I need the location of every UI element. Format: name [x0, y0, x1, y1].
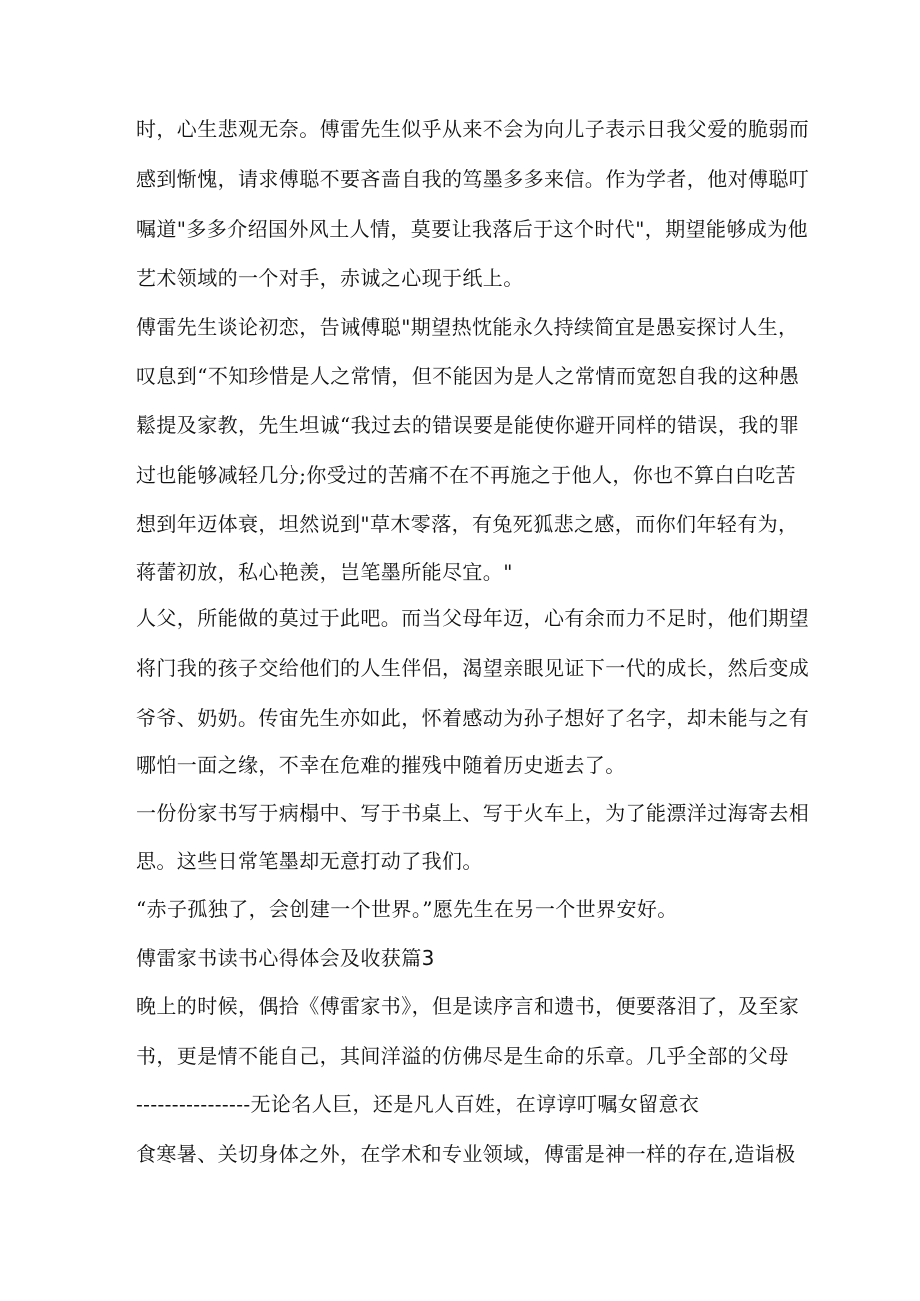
- text-line: 傅雷先生谈论初恋，告诫傅聪"期望热忱能永久持续简宜是愚妄探讨人生，: [136, 315, 799, 339]
- text-line: 一份份家书写于病榻中、写于书桌上、写于火车上，为了能漂洋过海寄去相: [136, 801, 810, 825]
- text-line: 书，更是情不能自己，其间洋溢的仿佛尽是生命的乐章。几乎全部的父母: [136, 1044, 789, 1068]
- text-line: 蒋蕾初放，私心艳羡，岂笔墨所能尽宜。": [136, 560, 513, 584]
- text-line: 将门我的孩子交给他们的人生伴侣，渴望亲眼见证下一代的成长，然后变成: [136, 656, 810, 680]
- text-line: 过也能够减轻几分;你受过的苦痛不在不再施之于他人，你也不算白白吃苦: [136, 463, 796, 487]
- text-line: 感到惭愧，请求傅聪不要吝啬自我的笃墨多多来信。作为学者，他对傅聪叮: [136, 167, 810, 191]
- section-heading: 傅雷家书读书心得体会及收获篇3: [136, 946, 435, 970]
- text-line: 哪怕一面之缘，不幸在危难的摧残中随着历史逝去了。: [136, 753, 626, 777]
- text-line: 鬆提及家教，先生坦诚“我过去的错误要是能使你避开同样的错误，我的罪: [136, 413, 800, 437]
- text-line: “赤子孤独了，会创建一个世界。”愿先生在另一个世界安好。: [136, 897, 678, 921]
- text-line: 艺术领域的一个对手，赤诚之心现于纸上。: [136, 266, 524, 290]
- text-line: 爷爷、奶奶。传宙先生亦如此，怀着感动为孙子想好了名字，却未能与之有: [136, 706, 810, 730]
- text-line: 食寒暑、关切身体之外，在学术和专业领域，傅雷是神一样的存在,造诣极: [136, 1142, 796, 1166]
- text-line: 思。这些日常笔墨却无意打动了我们。: [136, 849, 483, 873]
- text-line: 时，心生悲观无奈。傅雷先生似乎从来不会为向儿子表示日我父爱的脆弱而: [136, 117, 810, 141]
- text-line: 晚上的时候，偶拾《傅雷家书》，但是读序言和遗书，便要落泪了，及至家: [136, 994, 800, 1018]
- text-line: ----------------无论名人巨，还是凡人百姓，在谆谆叮嘱女留意衣: [136, 1092, 700, 1116]
- text-line: 叹息到“不知珍惜是人之常情，但不能因为是人之常情而宽恕自我的这种愚: [136, 364, 800, 388]
- text-line: 想到年迈体衰，坦然说到"草木零落，有兔死狐悲之感，而你们年轻有为，: [136, 512, 799, 536]
- text-line: 嘱道"多多介绍国外风土人情，莫要让我落后于这个时代"，期望能够成为他: [136, 217, 808, 241]
- text-line: 人父，所能做的莫过于此吧。而当父母年迈，心有余而力不足时，他们期望: [136, 606, 810, 630]
